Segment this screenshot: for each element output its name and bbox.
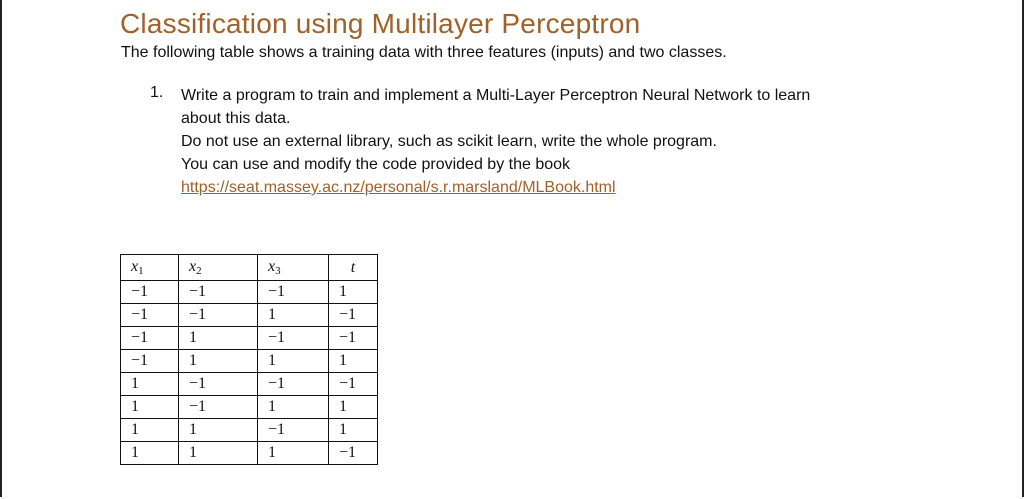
table-cell: 1 bbox=[179, 442, 258, 465]
table-row bbox=[121, 396, 378, 419]
table-cell: −1 bbox=[121, 304, 179, 327]
task-line-2: about this data. bbox=[181, 110, 291, 127]
table-cell: 1 bbox=[179, 419, 258, 442]
table-cell: −1 bbox=[258, 327, 329, 350]
table-cell: −1 bbox=[329, 442, 378, 465]
table-cell: 1 bbox=[258, 304, 329, 327]
table-cell: −1 bbox=[258, 419, 329, 442]
table-cell: −1 bbox=[179, 281, 258, 304]
table-cell: 1 bbox=[258, 396, 329, 419]
table-cell: −1 bbox=[179, 304, 258, 327]
table-row bbox=[121, 442, 378, 465]
table-cell: −1 bbox=[258, 281, 329, 304]
header-x1: $x_1$ bbox=[121, 255, 179, 281]
task-line-4: You can use and modify the code provided by the book bbox=[181, 156, 571, 173]
table-row bbox=[121, 350, 378, 373]
table-cell: 1 bbox=[258, 442, 329, 465]
table-cell: 1 bbox=[121, 442, 179, 465]
table-cell: −1 bbox=[179, 373, 258, 396]
list-item-number: 1. bbox=[150, 84, 164, 101]
header-x2: $x_2$ bbox=[179, 255, 258, 281]
table-row bbox=[121, 281, 378, 304]
table-cell: −1 bbox=[179, 396, 258, 419]
table-cell: −1 bbox=[121, 350, 179, 373]
table-cell: −1 bbox=[329, 373, 378, 396]
table-cell: 1 bbox=[179, 327, 258, 350]
table-row bbox=[121, 304, 378, 327]
table-cell: 1 bbox=[121, 373, 179, 396]
task-line-3: Do not use an external library, such as scikit learn, write the whole program. bbox=[181, 133, 717, 150]
table-cell: 1 bbox=[329, 419, 378, 442]
table-cell: 1 bbox=[179, 350, 258, 373]
table-cell: −1 bbox=[329, 304, 378, 327]
table-cell: 1 bbox=[329, 350, 378, 373]
task-instructions bbox=[181, 84, 881, 199]
mlbook-link[interactable]: https://seat.massey.ac.nz/personal/s.r.marsland/MLBook.html bbox=[181, 179, 616, 196]
table-cell: −1 bbox=[329, 327, 378, 350]
table-row bbox=[121, 373, 378, 396]
header-t: t bbox=[329, 255, 378, 281]
table-cell: −1 bbox=[258, 373, 329, 396]
intro-paragraph: The following table shows a training data with three features (inputs) and two classes. bbox=[121, 44, 727, 61]
table-cell: 1 bbox=[258, 350, 329, 373]
table-row bbox=[121, 327, 378, 350]
page-title: Classification using Multilayer Perceptron bbox=[120, 8, 641, 39]
table-cell: 1 bbox=[329, 396, 378, 419]
table-cell: −1 bbox=[121, 327, 179, 350]
table-header-row bbox=[121, 255, 378, 281]
table-cell: 1 bbox=[121, 396, 179, 419]
table-cell: −1 bbox=[121, 281, 179, 304]
table-cell: 1 bbox=[121, 419, 179, 442]
training-data-table bbox=[120, 254, 378, 465]
task-line-1: Write a program to train and implement a Multi-Layer Perceptron Neural Network to learn bbox=[181, 87, 811, 104]
header-x3: $x_3$ bbox=[258, 255, 329, 281]
table-cell: 1 bbox=[329, 281, 378, 304]
table-row bbox=[121, 419, 378, 442]
